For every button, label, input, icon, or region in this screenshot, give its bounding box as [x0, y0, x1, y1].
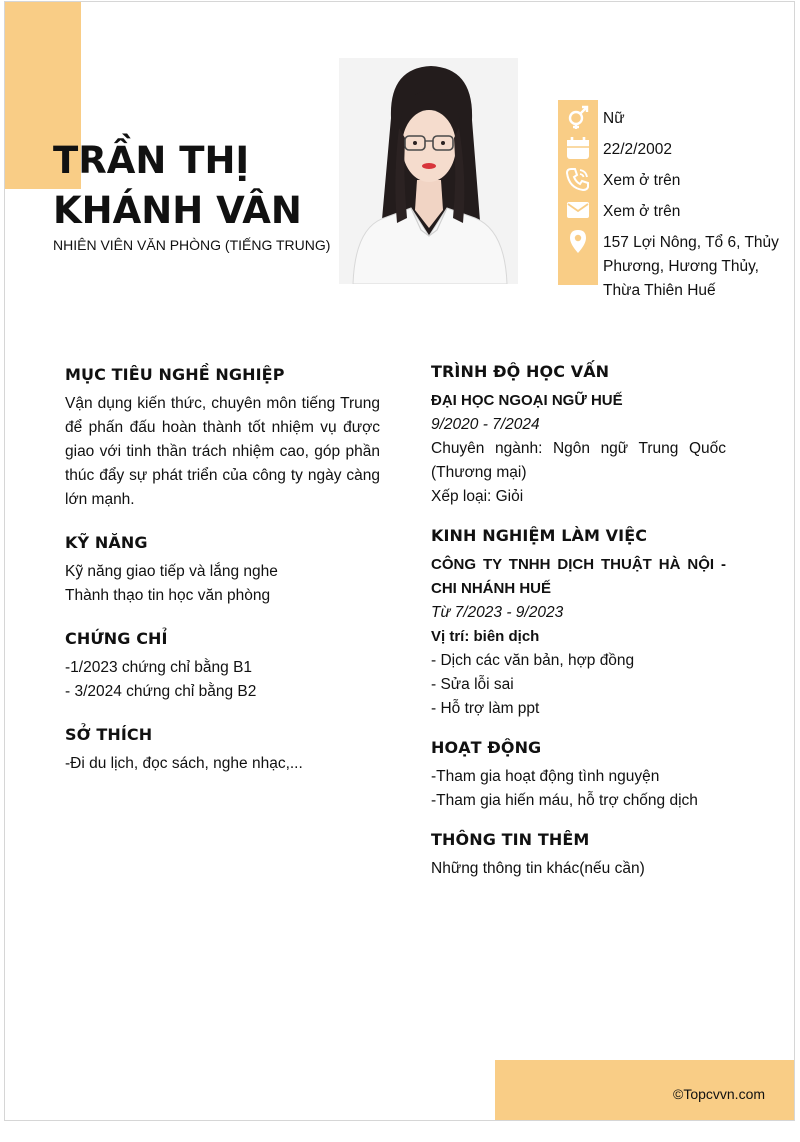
footer-copyright[interactable]: ©Topcvvn.com [673, 1086, 766, 1102]
hobbies-title: SỞ THÍCH [65, 725, 153, 744]
phone-icon [560, 165, 596, 193]
calendar-icon [560, 134, 596, 162]
cv-page [4, 1, 795, 1121]
education-section [431, 359, 726, 509]
profile-photo-illustration [339, 58, 518, 284]
skills-title: KỸ NĂNG [65, 533, 148, 552]
location-icon [560, 227, 596, 255]
career-objective-text: Vận dụng kiến thức, chuyên môn tiếng Trung để phấn đấu hoàn thành tốt nhiệm vụ được giao với tinh thần trách nhiệm cao, góp phần thúc đẩy sự phát triển của công ty ngày càng lớn mạnh. [65, 395, 380, 508]
certificates-title: CHỨNG CHỈ [65, 629, 168, 648]
gender-value: Nữ [603, 110, 625, 127]
career-objective-section [65, 362, 380, 512]
duty-item: - Sửa lỗi sai [431, 676, 514, 693]
job-title: NHIÊN VIÊN VĂN PHÒNG (TIẾNG TRUNG) [53, 237, 331, 253]
name-line-2: KHÁNH VÂN [53, 189, 302, 232]
career-objective-title: MỤC TIÊU NGHỀ NGHIỆP [65, 365, 285, 384]
experience-period: Từ 7/2023 - 9/2023 [431, 604, 564, 621]
additional-info-title: THÔNG TIN THÊM [431, 830, 590, 849]
education-period: 9/2020 - 7/2024 [431, 416, 540, 433]
experience-title: KINH NGHIỆM LÀM VIỆC [431, 526, 648, 545]
skills-section [65, 530, 380, 608]
duty-item: - Hỗ trợ làm ppt [431, 700, 540, 717]
left-column [65, 362, 380, 786]
phone-value: Xem ở trên [603, 172, 681, 189]
education-title: TRÌNH ĐỘ HỌC VẤN [431, 362, 610, 381]
certificate-item: - 3/2024 chứng chỉ bằng B2 [65, 683, 257, 700]
education-major: Chuyên ngành: Ngôn ngữ Trung Quốc (Thương mại) [431, 440, 726, 481]
birthday-value: 22/2/2002 [603, 141, 672, 158]
skill-item: Kỹ năng giao tiếp và lắng nghe [65, 563, 278, 580]
activity-item: -Tham gia hiến máu, hỗ trợ chống dịch [431, 792, 698, 809]
experience-position: Vị trí: biên dịch [431, 628, 540, 645]
hobbies-section [65, 722, 380, 776]
activities-title: HOẠT ĐỘNG [431, 738, 542, 757]
activities-section [431, 735, 726, 813]
certificates-section [65, 626, 380, 704]
hobby-item: -Đi du lịch, đọc sách, nghe nhạc,... [65, 755, 303, 772]
email-icon [560, 196, 596, 224]
additional-info-text: Những thông tin khác(nếu cần) [431, 860, 645, 877]
profile-photo [339, 58, 518, 284]
candidate-name [53, 136, 353, 236]
name-line-1: TRẦN THỊ [53, 139, 250, 182]
school-name: ĐẠI HỌC NGOẠI NGỮ HUẾ [431, 392, 623, 409]
duty-item: - Dịch các văn bản, hợp đồng [431, 652, 635, 669]
email-value: Xem ở trên [603, 203, 681, 220]
gender-icon [560, 103, 596, 131]
company-name: CÔNG TY TNHH DỊCH THUẬT HÀ NỘI - CHI NHÁNH HUẾ [431, 556, 726, 597]
right-column [431, 359, 726, 891]
additional-info-section [431, 827, 726, 881]
experience-section [431, 523, 726, 721]
education-grade: Xếp loại: Giỏi [431, 488, 524, 505]
skill-item: Thành thạo tin học văn phòng [65, 587, 271, 604]
certificate-item: -1/2023 chứng chỉ bằng B1 [65, 659, 253, 676]
address-value: 157 Lợi Nông, Tổ 6, Thủy Phương, Hương Thủy, Thừa Thiên Huế [603, 234, 779, 299]
activity-item: -Tham gia hoạt động tình nguyện [431, 768, 660, 785]
